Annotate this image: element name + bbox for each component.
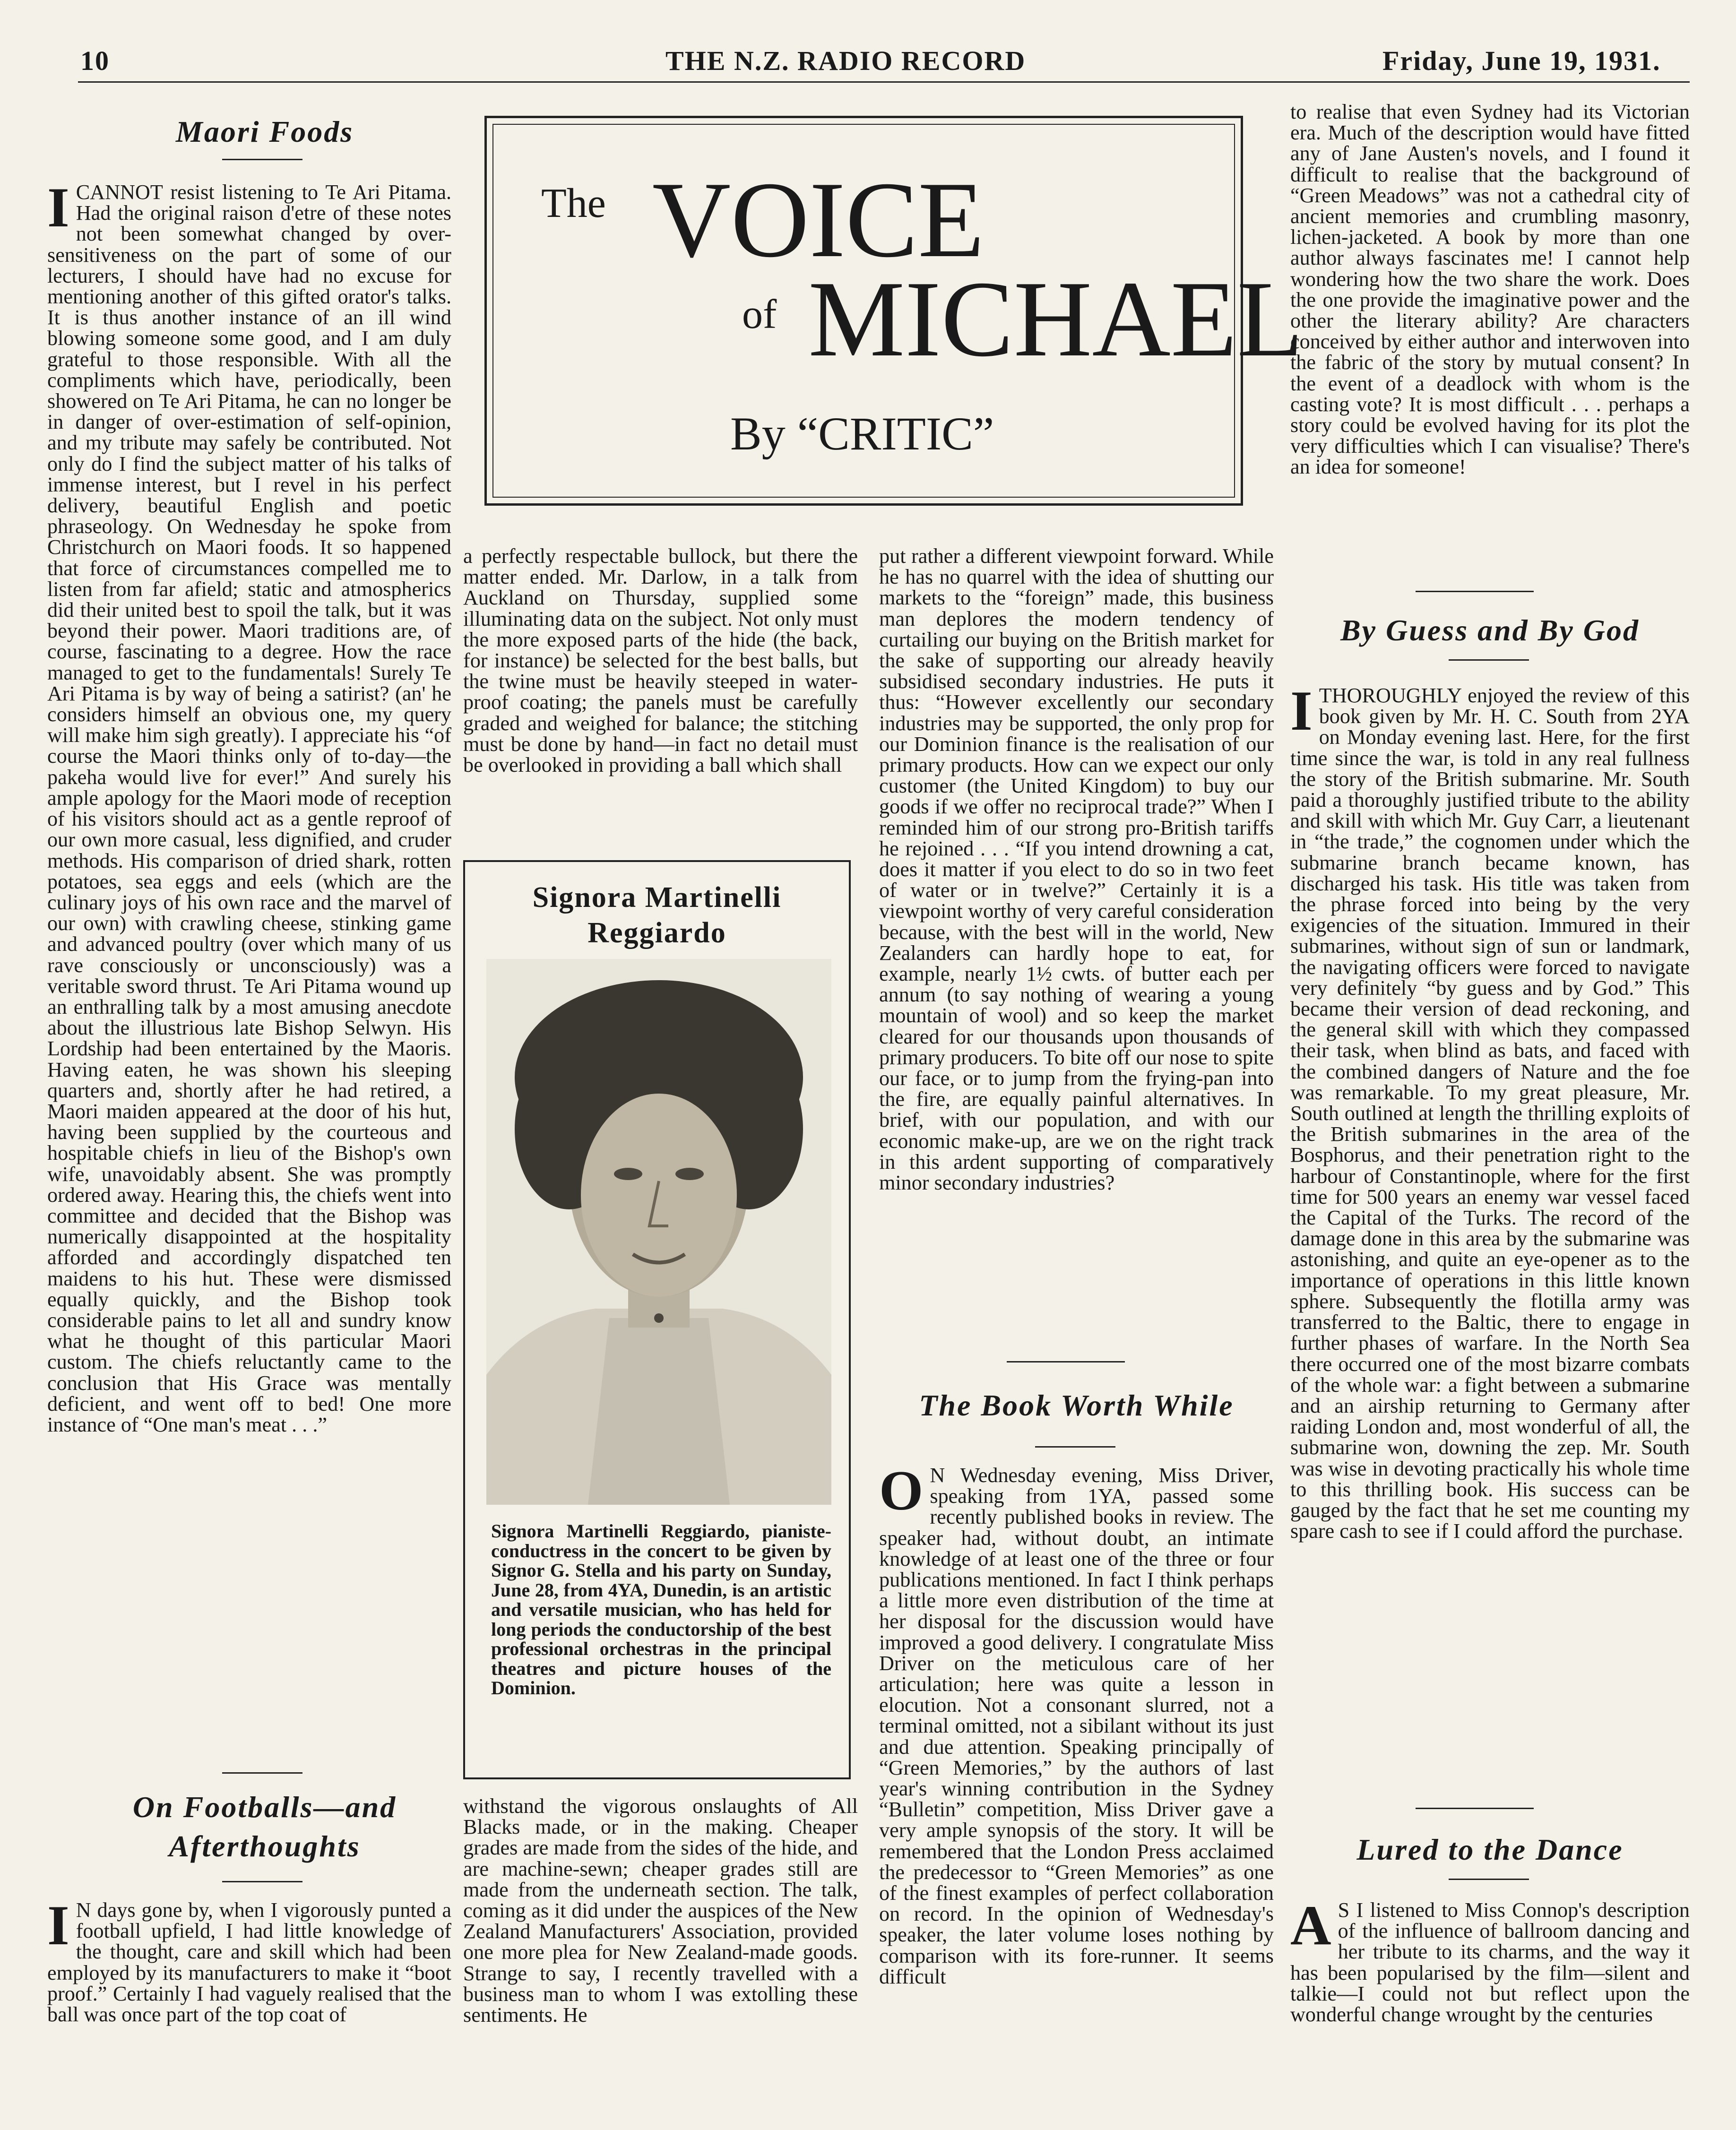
title-michael: MICHAEL	[808, 259, 1304, 379]
by-guess-article	[1290, 685, 1690, 1801]
lured-article	[1290, 1900, 1690, 2098]
footballs-text-col2a	[463, 546, 858, 839]
title-box	[484, 116, 1304, 506]
footballs-text-col1	[47, 1900, 451, 2098]
maori-foods-heading: Maori Foods	[175, 115, 354, 148]
book-worth-dropcap: O	[879, 1465, 924, 1522]
footballs-heading-line1: On Footballs—and	[132, 1790, 397, 1824]
book-worth-rule-bottom	[1035, 1446, 1115, 1448]
book-worth-text-col4	[1290, 102, 1690, 560]
photo-title-line1: Signora Martinelli	[532, 881, 782, 914]
photo-caption: Signora Martinelli Reggiardo, pianiste-conductress in the concert to be given by Signor G. Stella and his party on Sunday, June 28, from 4YA, Dunedin, is an artistic and versatile musician, who has held for long periods the conductorship of the best professional orchestras in the principal theatres and picture houses of the Dominion.	[491, 1520, 831, 1699]
maori-foods-rule	[222, 159, 302, 160]
lured-dropcap: A	[1290, 1900, 1331, 1957]
footballs-col2a-text: a perfectly respectable bullock, but there the matter ended. Mr. Darlow, in a talk from Auckland on Thursday, supplied some illuminating data on the subject. Not only must the more exposed parts of the hide (the back, for instance) be selected for the best balls, but the twine must be heavily steeped in water-proof coating; the panels must be carefully graded and weighed for balance; the stitching must be done by hand—in fact no detail must be overlooked in providing a ball which shall	[463, 546, 858, 777]
book-worth-col3-text: N Wednesday evening, Miss Driver, speaking from 1YA, passed some recently published books in review. The speaker had, without doubt, an intimate knowledge of at least one of the three or four publications mentioned. In fact I think perhaps a little more even distribution of the time at her disposal for the discussion would have improved a good delivery. I congratulate Miss Driver on the meticulous care of her articulation; here was quite a lesson in elocution. Not a consonant slurred, not a terminal omitted, not a sibilant without its just and due attention. Speaking principally of “Green Memories,” by the authors of last year's winning contribution in the Sydney “Bulletin” competition, Miss Driver gave a very ample synopsis of the story. It will be remembered that the London Press acclaimed the predecessor to “Green Memories” as one of the finest examples of perfect collaboration on record. In the opinion of Wednesday's speaker, the later volume loses nothing by comparison with its fore-runner. It seems difficult	[879, 1465, 1274, 1988]
maori-foods-article	[47, 182, 451, 1794]
publication-title: THE N.Z. RADIO RECORD	[665, 45, 1026, 76]
footballs-col1-text: N days gone by, when I vigorously punted a football upfield, I had little knowledge of the thought, care and skill which had been employed by its manufacturers to make it “boot proof.” Certainly I had vaguely realised that the ball was once part of the top coat of	[47, 1900, 451, 2027]
footballs-col3-text: put rather a different viewpoint forward. While he has no quarrel with the idea of shutting our markets to the “foreign” made, this business man deplores the modern tendency of curtailing our buying on the British market for the sake of supporting our already heavily subsidised secondary industries. He puts it thus: “However excellently our secondary industries may be supported, the only prop for our Dominion finance is the realisation of our primary products. How can we expect our only customer (the United Kingdom) to buy our goods if we offer no reciprocal trade?” When I reminded him of our strong pro-British tariffs he rejoined . . . “If you intend drowning a cat, does it matter if you elect to do so in two feet of water or in twelve?” Certainly it is a viewpoint worthy of very careful consideration because, with the best will in the world, New Zealanders can hardly hope to eat, for example, nearly 1½ cwts. of butter each per annum (to say nothing of wearing a young mountain of wool) and so keep the market cleared for our thousands upon thousands of primary producers. To bite off our nose to spite our face, or to jump from the frying-pan into the fire, are equally painful alternatives. In brief, with our population, and with our economic make-up, are we on the right track in this ardent supporting of comparatively minor secondary industries?	[879, 546, 1274, 1195]
header-rule	[78, 81, 1690, 83]
footballs-heading-line2: Afterthoughts	[169, 1829, 361, 1863]
by-guess-text: THOROUGHLY enjoyed the review of this book given by Mr. H. C. South from 2YA on Monday evening last. Here, for the first time since the war, is told in any real fullness the story of the British submarine. Mr. South paid a thoroughly justified tribute to the ability and skill with which Mr. Guy Carr, a lieutenant in “the trade,” the cognomen under which the submarine branch became known, has discharged his task. His title was taken from the phrase forced into being by the very exigencies of the situation. Immured in their submarines, without sign of sun or landmark, the navigating officers were forced to navigate very definitely “by guess and by God.” This became their version of dead reckoning, and the general skill with which they compassed their task, when blind as bats, and faced with the combined dangers of Nature and the foe was remarkable. To my great pleasure, Mr. South outlined at length the thrilling exploits of the British submarines in the area of the Bosphorus, and their penetration right to the harbour of Constantinople, where for the first time for 500 years an enemy war vessel faced the Capital of the Turks. The record of the damage done in this area by the submarine was astonishing, and quite an eye-opener as to the importance of operations in this little known sphere. Subsequently the flotilla army was transferred to the Baltic, there to engage in further phases of warfare. In the North Sea there occurred one of the most bizarre combats of the whole war: a fight between a submarine and an airship returning to Germany after raiding London and, most wonderful of all, the submarine won, downing the zep. Mr. South was wise in devoting practically his whole time to this thrilling book. His success can be gauged by the fact that he set me counting my spare cash to see if I could afford the purchase.	[1290, 685, 1690, 1543]
by-guess-rule-bottom	[1449, 659, 1529, 661]
maori-foods-dropcap: I	[47, 182, 69, 239]
book-worth-rule-top	[1007, 1361, 1125, 1363]
book-worth-col4-text: to realise that even Sydney had its Victorian era. Much of the description would have fitted any of Jane Austen's novels, and I found it difficult to realise that the background of “Green Meadows” was not a cathedral city of ancient memories and crumbling masonry, lichen-jacketed. A book by more than one author always fascinates me! I cannot help wondering how the two share the work. Does the one provide the imaginative power and the other the literary ability? Are characters conceived by either author and interwoven into the fabric of the story by mutual consent? In the event of a deadlock with whom is the casting vote? It is most difficult . . . perhaps a story could be evolved having for its plot the very difficulties which I can visualise? There's an idea for someone!	[1290, 102, 1690, 479]
photo-box	[463, 860, 851, 1779]
lured-rule-top	[1416, 1808, 1534, 1809]
title-of: of	[742, 292, 777, 337]
by-guess-heading: By Guess and By God	[1340, 613, 1640, 647]
portrait-photo	[486, 959, 831, 1505]
book-worth-text-col3	[879, 1465, 1274, 2089]
by-guess-dropcap: I	[1290, 685, 1313, 742]
lured-heading: Lured to the Dance	[1356, 1833, 1624, 1866]
footballs-text-col2b	[463, 1796, 858, 2089]
title-voice: VOICE	[652, 159, 985, 280]
page-number: 10	[80, 45, 110, 76]
footballs-rule-top	[222, 1772, 302, 1774]
title-byline: By “CRITIC”	[730, 407, 994, 460]
photo-title-line2: Reggiardo	[587, 917, 726, 949]
lured-text: S I listened to Miss Connop's description of the influence of ballroom dancing and her tribute to its charms, and the way it has been popularised by the film—silent and talkie—I could not but reflect upon the wonderful change wrought by the centuries	[1290, 1900, 1690, 2027]
issue-date: Friday, June 19, 1931.	[1382, 45, 1661, 76]
footballs-dropcap: I	[47, 1900, 69, 1957]
by-guess-rule-top	[1416, 591, 1534, 592]
footballs-col2b-text: withstand the vigorous onslaughts of All Blacks made, or in the making. Cheaper grades are made from the sides of the hide, and are machine-sewn; cheaper grades still are made from the underneath section. The talk, coming as it did under the auspices of the New Zealand Manufacturers' Association, provided one more plea for New Zealand-made goods. Strange to say, I recently travelled with a business man to whom I was extolling these sentiments. He	[463, 1796, 858, 2027]
book-worth-heading: The Book Worth While	[919, 1388, 1234, 1422]
lured-rule-bottom	[1449, 1879, 1529, 1880]
maori-foods-text: CANNOT resist listening to Te Ari Pitama. Had the original raison d'etre of these notes not been somewhat changed by over-sensitiveness on the part of some of our lecturers, I should have had no excuse for mentioning another of this gifted orator's talks. It is thus another instance of an ill wind blowing someone some good, and I am duly grateful to those responsible. With all the compliments which have, periodically, been showered on Te Ari Pitama, he can no longer be in danger of over-estimation of self-opinion, and my tribute may safely be contributed. Not only do I find the subject matter of his talks of immense interest, but I revel in his perfect delivery, beautiful English and poetic phraseology. On Wednesday he spoke from Christchurch on Maori foods. It so happened that force of circumstances compelled me to listen from far afield; static and atmospherics did their united best to spoil the talk, but it was beyond their power. Maori traditions are, of course, fascinating to a degree. How the race managed to get to the fundamentals! Surely Te Ari Pitama is by way of being a satirist? (an' he considers himself an obvious one, my query will make him sigh greatly). I appreciate his “of course the Maori thinks only of to-day—the pakeha would live for ever!” And surely his ample apology for the Maori mode of reception of his visitors should act as a gentle reproof of our own more casual, less dignified, and cruder methods. His comparison of dried shark, rotten potatoes, sea eggs and eels (which are the culinary joys of his own race and the marvel of our own) with crawling cheese, stinking game and advanced poultry (over which many of us rave consciously or unconsciously) was a veritable sword thrust. Te Ari Pitama wound up an enthralling talk by a most amusing anecdote about the illustrious late Bishop Selwyn. His Lordship had been entertained by the Maoris. Having eaten, he was shown his sleeping quarters and, shortly after he had retired, a Maori maiden appeared at the door of his hut, having been supplied by the courteous and hospitable chiefs in lieu of the Bishop's own wife, unavoidably absent. She was promptly ordered away. Hearing this, the chiefs went into committee and decided that the Bishop was numerically disappointed at the hospitality afforded and accordingly dispatched ten maidens to his hut. These were dismissed equally quickly, and the Bishop took considerable pains to let all and sundry know what he thought of this particular Maori custom. The chiefs reluctantly came to the conclusion that His Grace was mentally deficient, and went off to bed! One more instance of “One man's meat . . .”	[47, 182, 451, 1436]
footballs-rule-bottom	[222, 1881, 302, 1882]
title-the: The	[541, 181, 606, 226]
footballs-text-col3	[879, 546, 1274, 1340]
